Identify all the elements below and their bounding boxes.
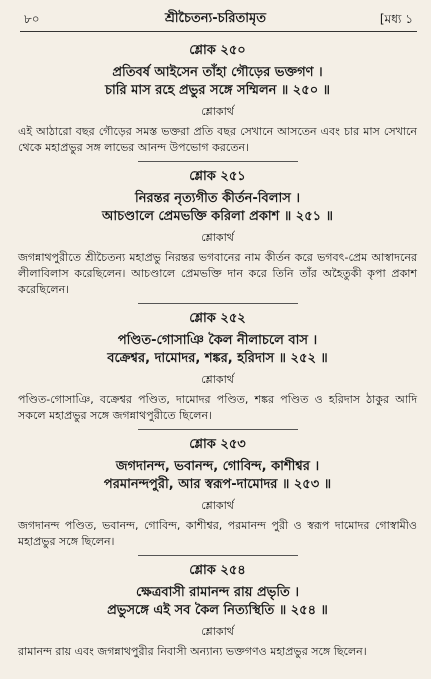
verse-line: বক্রেশ্বর, দামোদর, শঙ্কর, হরিদাস ॥ ২৫২ ॥ — [107, 351, 328, 366]
verse-block — [18, 167, 417, 304]
verse-line: ক্ষেত্রবাসী রামানন্দ রায় প্রভৃতি । — [136, 585, 299, 600]
verse-line: জগদানন্দ, ভবানন্দ, গোবিন্দ, কাশীশ্বর । — [115, 459, 320, 474]
header-rule — [20, 31, 417, 32]
translation-label: শ্লোকার্থ — [201, 105, 234, 118]
verse-line: প্রতিবর্ষ আইসেন তাঁহা গৌড়ের ভক্তগণ । — [112, 65, 323, 80]
section-divider — [138, 161, 298, 162]
verse-line: চারি মাস রহে প্রভুর সঙ্গে সম্মিলন ॥ ২৫০ ॥ — [104, 83, 331, 98]
verse-number: শ্লোক ২৫৪ — [189, 563, 246, 578]
verse-block — [18, 309, 417, 430]
section-divider — [138, 429, 298, 430]
verse-block — [18, 41, 417, 162]
verse-block — [18, 435, 417, 556]
verse-number: শ্লোক ২৫২ — [189, 311, 246, 326]
translation-label: শ্লোকার্থ — [201, 373, 234, 386]
verse-number: শ্লোক ২৫৩ — [189, 437, 246, 452]
translation-text: পণ্ডিত-গোসাঞি, বক্রেশ্বর পণ্ডিত, দামোদর পণ্ডিত, শঙ্কর পণ্ডিত ও হরিদাস ঠাকুর আদি সকলে মহাপ্রভুর সঙ্গে জগন্নাথপুরীতে ছিলেন। — [18, 393, 417, 422]
section-marker: [মধ্য ১ — [379, 12, 413, 26]
verse-number: শ্লোক ২৫১ — [189, 169, 246, 184]
page-header — [0, 8, 431, 30]
translation-text: জগদানন্দ পণ্ডিত, ভবানন্দ, গোবিন্দ, কাশীশ্বর, পরমানন্দ পুরী ও স্বরূপ দামোদর গোস্বামীও মহাপ্রভুর সঙ্গে ছিলেন। — [18, 519, 417, 548]
translation-label: শ্লোকার্থ — [201, 625, 234, 638]
translation-text: জগন্নাথপুরীতে শ্রীচৈতন্য মহাপ্রভু নিরন্তর ভগবানের নাম কীর্তন করে ভগবৎ-প্রেম আস্বাদনের লীলাবিলাস করেছিলেন। আচণ্ডালে প্রেমভক্তি দান করে তিনি তাঁর অহৈতুকী কৃপা প্রকাশ করেছিলেন। — [18, 251, 417, 296]
verse-line: আচণ্ডালে প্রেমভক্তি করিলা প্রকাশ ॥ ২৫১ ॥ — [102, 209, 333, 224]
translation-text: এই আঠারো বছর গৌড়ের সমস্ত ভক্তরা প্রতি বছর সেখানে আসতেন এবং চার মাস সেখানে থেকে মহাপ্রভুর সঙ্গ লাভের আনন্দ উপভোগ করতেন। — [18, 125, 417, 154]
book-title: শ্রীচৈতন্য-চরিতামৃত — [164, 11, 267, 26]
verse-number: শ্লোক ২৫০ — [189, 43, 246, 58]
verse-line: নিরন্তর নৃত্যগীত কীর্তন-বিলাস । — [135, 191, 300, 206]
section-divider — [138, 303, 298, 304]
verse-block — [18, 561, 417, 660]
verse-line: পণ্ডিত-গোসাঞি কৈল নীলাচলে বাস । — [117, 333, 318, 348]
section-divider — [138, 555, 298, 556]
verse-line: পরমানন্দপুরী, আর স্বরূপ-দামোদর ॥ ২৫৩ ॥ — [103, 477, 332, 492]
translation-text: রামানন্দ রায় এবং জগন্নাথপুরীর নিবাসী অন্যান্য ভক্তগণও মহাপ্রভুর সঙ্গে ছিলেন। — [18, 645, 367, 658]
page-content — [18, 36, 417, 665]
page-number: ৮০ — [24, 12, 40, 26]
verse-line: প্রভুসঙ্গে এই সব কৈল নিত্যস্থিতি ॥ ২৫৪ ॥ — [107, 603, 328, 618]
translation-label: শ্লোকার্থ — [201, 231, 234, 244]
translation-label: শ্লোকার্থ — [201, 499, 234, 512]
